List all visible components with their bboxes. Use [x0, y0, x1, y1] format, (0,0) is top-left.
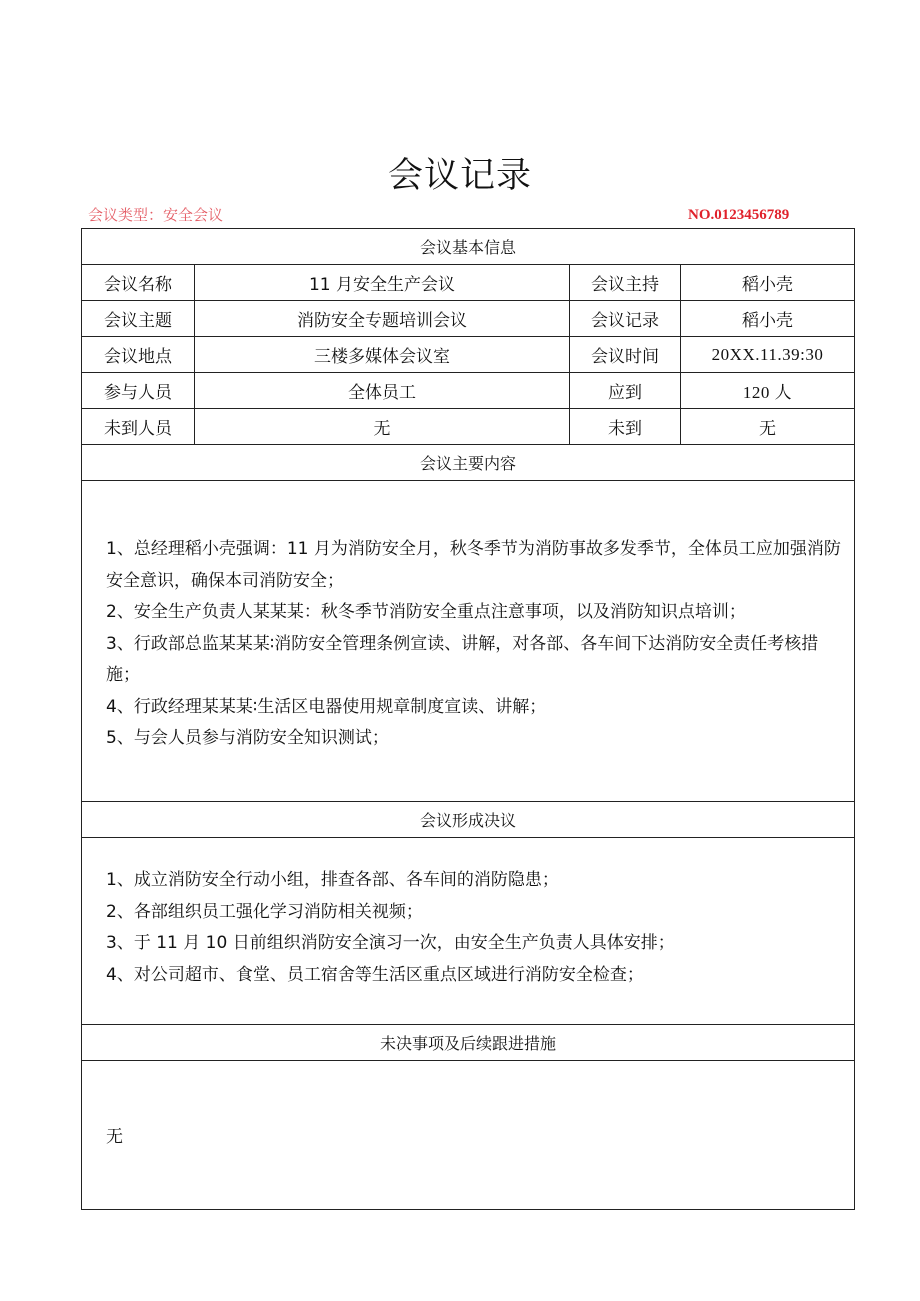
resolutions-body: [82, 838, 855, 1025]
list-item: 3、行政部总监某某某∶消防安全管理条例宣读、讲解，对各部、各车间下达消防安全责任考核措施；: [106, 633, 819, 685]
location-label: 会议地点: [82, 337, 195, 373]
basic-info-heading: 会议基本信息: [82, 229, 855, 265]
list-item: 5、与会人员参与消防安全知识测试；: [106, 728, 389, 748]
location-value: 三楼多媒体会议室: [195, 337, 570, 373]
time-label: 会议时间: [570, 337, 681, 373]
host-label: 会议主持: [570, 265, 681, 301]
topic-value: 消防安全专题培训会议: [195, 301, 570, 337]
meeting-name-value: 11 月安全生产会议: [195, 265, 570, 301]
meeting-type-value: 安全会议: [163, 206, 224, 224]
main-content-list: [106, 534, 848, 755]
document-title: 会议记录: [387, 156, 532, 196]
meeting-type: [88, 204, 223, 226]
attendees-label: 参与人员: [82, 373, 195, 409]
list-item: 1、总经理稻小壳强调：11 月为消防安全月，秋冬季节为消防事故多发季节，全体员工应加强消防安全意识，确保本司消防安全；: [106, 539, 841, 591]
document-number: NO.0123456789: [688, 207, 790, 223]
info-row-attendees: [82, 373, 855, 409]
host-value: 稻小壳: [681, 265, 855, 301]
expected-value: 120 人: [681, 373, 855, 409]
main-content-heading: 会议主要内容: [82, 445, 855, 481]
pending-body: [82, 1061, 855, 1210]
list-item: 2、安全生产负责人某某某：秋冬季节消防安全重点注意事项，以及消防知识点培训；: [106, 602, 746, 622]
info-row-absent: [82, 409, 855, 445]
meeting-type-label: 会议类型：: [88, 206, 164, 224]
list-item: 2、各部组织员工强化学习消防相关视频；: [106, 901, 423, 922]
absent-value: 无: [681, 409, 855, 445]
list-item: 1、成立消防安全行动小组，排查各部、各车间的消防隐患；: [106, 870, 559, 890]
pending-heading: 未决事项及后续跟进措施: [82, 1025, 855, 1061]
absent-people-value: 无: [195, 409, 570, 445]
info-row-location: [82, 337, 855, 373]
list-item: 3、于 11 月 10 日前组织消防安全演习一次，由安全生产负责人具体安排；: [106, 933, 675, 953]
list-item: 4、对公司超市、食堂、员工宿舍等生活区重点区域进行消防安全检查；: [106, 964, 644, 985]
meeting-record-table: [81, 228, 855, 1210]
list-item: 4、行政经理某某某∶生活区电器使用规章制度宣读、讲解；: [106, 696, 547, 717]
info-row-topic: [82, 301, 855, 337]
resolutions-list: [106, 865, 848, 991]
attendees-value: 全体员工: [195, 373, 570, 409]
recorder-value: 稻小壳: [681, 301, 855, 337]
time-value: 20XX.11.39:30: [681, 337, 855, 373]
expected-label: 应到: [570, 373, 681, 409]
absent-label: 未到: [570, 409, 681, 445]
topic-label: 会议主题: [82, 301, 195, 337]
recorder-label: 会议记录: [570, 301, 681, 337]
meeting-name-label: 会议名称: [82, 265, 195, 301]
info-row-name: [82, 265, 855, 301]
pending-content: 无: [106, 1127, 123, 1147]
main-content-body: [82, 481, 855, 802]
resolutions-heading: 会议形成决议: [82, 802, 855, 838]
absent-people-label: 未到人员: [82, 409, 195, 445]
